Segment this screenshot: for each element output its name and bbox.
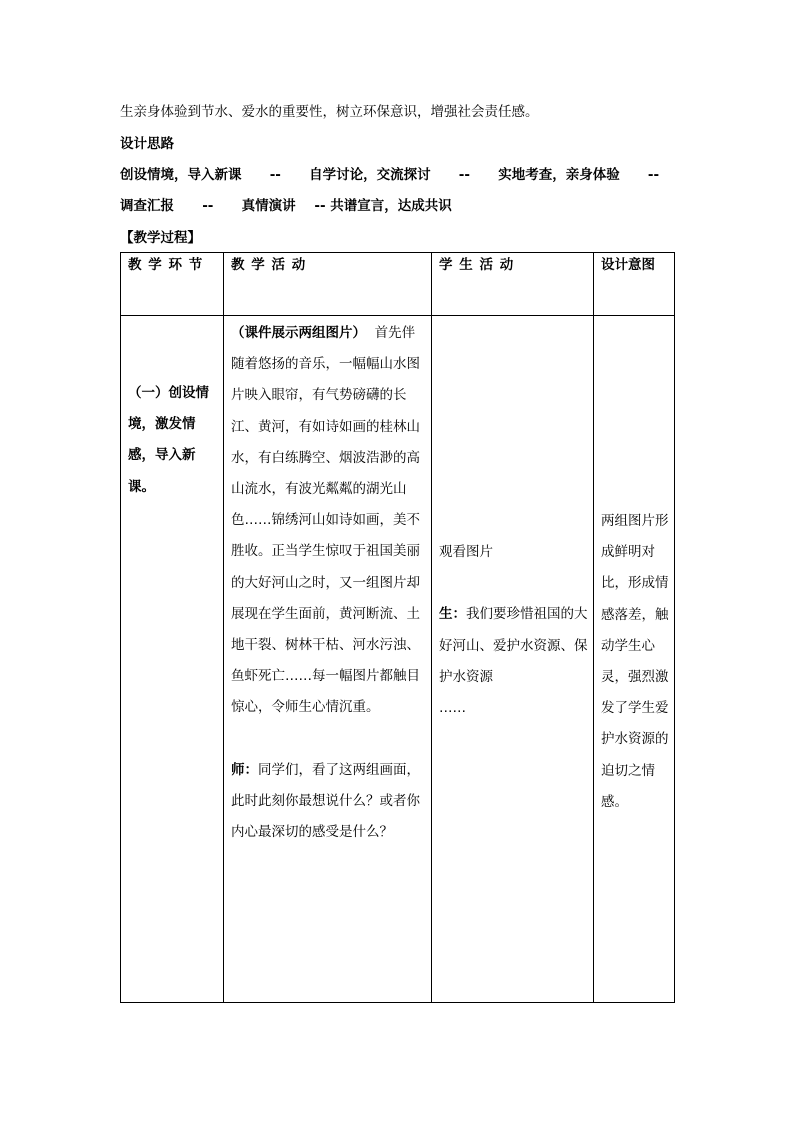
header-activity: 教学活动 [231,257,312,273]
header-cell-design [594,253,675,316]
teacher-text: 同学们，看了这两组画面，此时此刻你最想说什么？或者你内心最深切的感受是什么？ [231,761,420,841]
student-ellipsis: …… [439,700,466,716]
design-cell [594,316,675,1003]
design-heading: 设计思路 [120,136,174,152]
activity-cell [224,316,432,1003]
activity-para: 首先伴随着悠扬的音乐，一幅幅山水图片映入眼帘，有气势磅礴的长江、黄河，有如诗如画的桂林山水，有白练腾空、烟波浩渺的高山流水，有波光粼粼的湖光山色……锦绣河山如诗如画，美不胜收。正当学生惊叹于祖国美丽的大好河山之时，又一组图片却展现在学生面前，黄河断流、土地干裂、树林干枯、河水污浊、鱼虾死亡……每一幅图片都触目惊心，令师生心情沉重。 [231,325,420,716]
header-cell-student [432,253,594,316]
header-cell-stage [121,253,224,316]
table-header-row [121,253,675,316]
header-design: 设计意图 [601,257,655,273]
student-text [439,537,589,724]
intro-line: 生亲身体验到节水、爱水的重要性，树立环保意识，增强社会责任感。 [120,104,539,120]
student-view: 观看图片 [439,544,493,560]
header-cell-activity [224,253,432,316]
student-label: 生： [439,606,466,623]
stage-cell [121,316,224,1003]
lesson-table [120,252,675,1003]
design-flow-line-1: 创设情境，导入新课 -- 自学讨论，交流探讨 -- 实地考查，亲身体验 -- [120,167,660,183]
activity-label: （课件展示两组图片） [231,325,366,341]
student-answer: 我们要珍惜祖国的大好河山、爱护水资源、保护水资源 [439,606,588,685]
header-stage: 教学环节 [128,257,209,273]
student-cell [432,316,594,1003]
design-intent: 两组图片形成鲜明对比，形成情感落差，触动学生心灵，强烈激发了学生爱护水资源的迫切之情感。 [601,513,669,810]
header-student: 学生活动 [439,257,520,273]
process-heading: 【教学过程】 [120,230,201,246]
table-row [121,316,675,1003]
design-flow-line-2: 调查汇报 -- 真情演讲 -- 共谱宣言，达成共识 [120,198,452,214]
activity-text [231,318,427,848]
stage-text: （一）创设情境，激发情感，导入新课。 [128,385,209,495]
teacher-label: 师： [231,761,258,778]
